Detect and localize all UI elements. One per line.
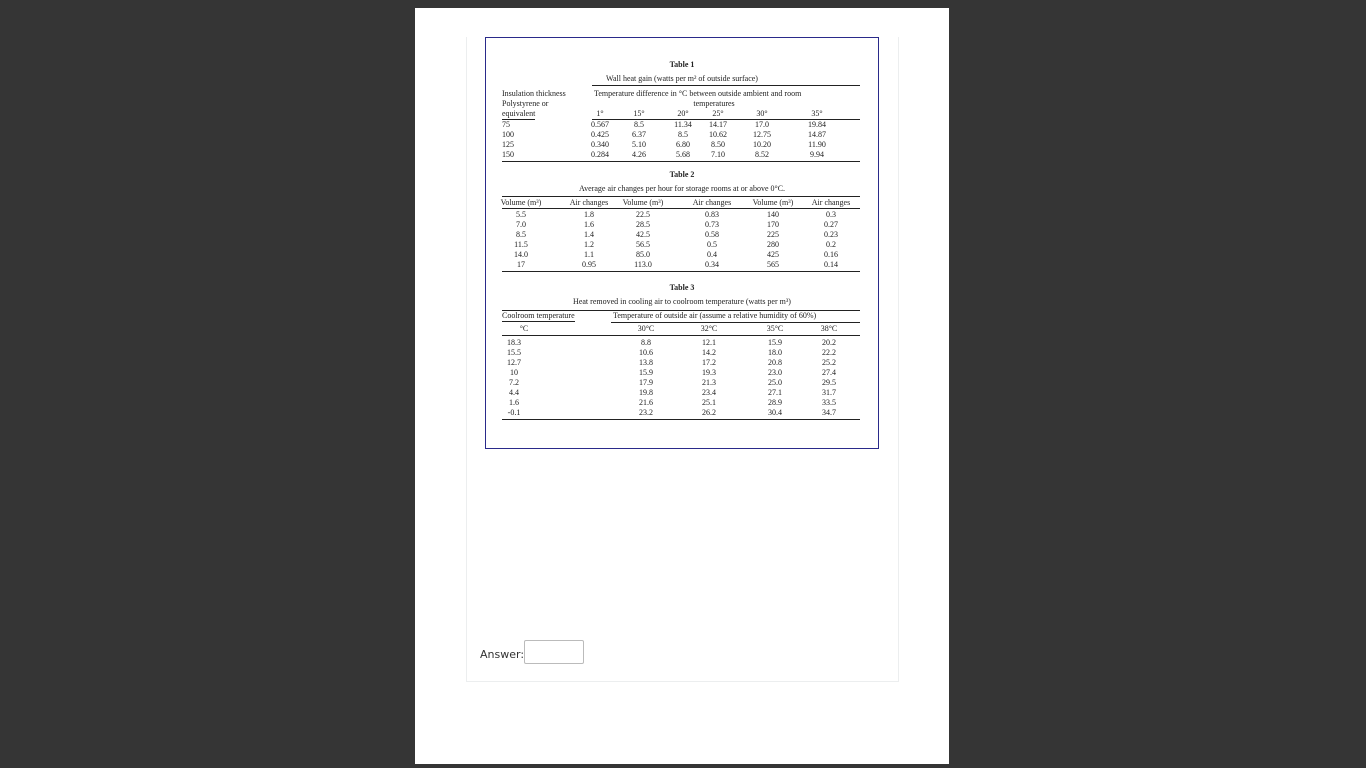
table1-title: Table 1 (669, 60, 695, 69)
table2-cell: 5.5 (516, 210, 526, 219)
table1-cell: 0.340 (591, 140, 609, 149)
table3-col-label: 30°C (637, 324, 655, 333)
table1-cell: 8.5 (678, 130, 688, 139)
table1-cell: 0.284 (591, 150, 609, 159)
table2-cell: 1.8 (584, 210, 594, 219)
table3-cell: 25.2 (822, 358, 836, 367)
table3-colhead: Temperature of outside air (assume a relative humidity of 60%) (613, 311, 817, 320)
table1-col-label: 20° (677, 109, 689, 118)
table3-cell: 20.8 (768, 358, 782, 367)
table3-col-label: 32°C (700, 324, 718, 333)
table2-cell: 140 (767, 210, 779, 219)
table1-cell: 9.94 (810, 150, 824, 159)
table3-cell: 1.6 (509, 398, 519, 407)
table2-title: Table 2 (669, 170, 695, 179)
table3-cell: 15.9 (639, 368, 653, 377)
table3-rowunit: °C (519, 324, 529, 333)
table2-header-cell: Volume (m³) (622, 198, 664, 207)
table2-cell: 225 (767, 230, 779, 239)
table1-rule-bottom (502, 161, 860, 162)
table2-cell: 1.2 (584, 240, 594, 249)
table2-cell: 0.73 (705, 220, 719, 229)
table3-cell: 18.0 (768, 348, 782, 357)
table3-cell: -0.1 (507, 408, 521, 417)
table1-cell: 8.50 (711, 140, 725, 149)
table3-cell: 22.2 (822, 348, 836, 357)
table1-cell: 11.90 (808, 140, 826, 149)
table3-cell: 26.2 (702, 408, 716, 417)
table2-cell: 170 (767, 220, 779, 229)
table1-cell: 8.5 (634, 120, 644, 129)
table1-cell: 19.84 (808, 120, 826, 129)
table1-cell: 4.26 (632, 150, 646, 159)
table3-cell: 13.8 (639, 358, 653, 367)
table1-col-label: 15° (633, 109, 645, 118)
table2-rule-bottom (502, 271, 860, 272)
table3-cell: 34.7 (822, 408, 836, 417)
table3-cell: 8.8 (641, 338, 651, 347)
table1-cell: 8.52 (755, 150, 769, 159)
table2-cell: 1.6 (584, 220, 594, 229)
table3-cell: 19.3 (702, 368, 716, 377)
table2-cell: 0.83 (705, 210, 719, 219)
table1-rule-top (592, 85, 860, 86)
table2-cell: 0.58 (705, 230, 719, 239)
table1-rowhead-3: equivalent (502, 109, 536, 118)
table2-cell: 0.2 (826, 240, 836, 249)
table3-rowhead: Coolroom temperature (502, 311, 575, 320)
table3-title: Table 3 (669, 283, 695, 292)
table2-cell: 0.34 (705, 260, 719, 269)
table1-cell: 6.37 (632, 130, 646, 139)
table1-col-label: 30° (756, 109, 768, 118)
table1-cell: 10.62 (709, 130, 727, 139)
table2-cell: 11.5 (514, 240, 528, 249)
table1-rowhead-1: Insulation thickness (502, 89, 566, 98)
table3-rule-bottom (502, 419, 860, 420)
table1-cell: 125 (502, 140, 514, 149)
table2-header-cell: Volume (m³) (752, 198, 794, 207)
table3-cell: 25.0 (768, 378, 782, 387)
table3-cell: 15.9 (768, 338, 782, 347)
table3-cell: 12.1 (702, 338, 716, 347)
table2-cell: 1.1 (584, 250, 594, 259)
table3-cell: 10 (510, 368, 518, 377)
table2-cell: 0.5 (707, 240, 717, 249)
table3-rule-head (502, 335, 860, 336)
table2-header-cell: Air changes (692, 198, 732, 207)
table2-cell: 14.0 (514, 250, 528, 259)
table3-cell: 17.2 (702, 358, 716, 367)
table2-cell: 8.5 (516, 230, 526, 239)
table2-cell: 17 (517, 260, 525, 269)
table1-col-label: 1° (596, 109, 604, 118)
table3-cell: 21.6 (639, 398, 653, 407)
table1-cell: 5.10 (632, 140, 646, 149)
table3-col-label: 38°C (820, 324, 838, 333)
table1-cell: 14.87 (808, 130, 826, 139)
table2-cell: 0.4 (707, 250, 717, 259)
table3-cell: 4.4 (509, 388, 519, 397)
table2-cell: 28.5 (636, 220, 650, 229)
table3-cell: 14.2 (702, 348, 716, 357)
table2-cell: 0.3 (826, 210, 836, 219)
table2-rule-top (502, 196, 860, 197)
table2-header-cell: Air changes (811, 198, 851, 207)
table1-cell: 10.20 (753, 140, 771, 149)
table1-cell: 0.567 (591, 120, 609, 129)
table3-cell: 21.3 (702, 378, 716, 387)
answer-input[interactable] (524, 640, 584, 664)
table3-rule-colhead (611, 322, 860, 323)
table1-cell: 0.425 (591, 130, 609, 139)
table2-header-cell: Air changes (569, 198, 609, 207)
table2-cell: 56.5 (636, 240, 650, 249)
table1-cell: 150 (502, 150, 514, 159)
table3-cell: 27.4 (822, 368, 836, 377)
table1-cell: 7.10 (711, 150, 725, 159)
table3-cell: 15.5 (507, 348, 521, 357)
table3-caption: Heat removed in cooling air to coolroom temperature (watts per m³) (573, 297, 791, 306)
table1-cell: 11.34 (674, 120, 692, 129)
table1-cell: 75 (502, 120, 510, 129)
table1-col-label: 25° (712, 109, 724, 118)
table3-col-label: 35°C (766, 324, 784, 333)
table2-cell: 7.0 (516, 220, 526, 229)
table3-cell: 17.9 (639, 378, 653, 387)
table3-cell: 23.2 (639, 408, 653, 417)
table1-cell: 12.75 (753, 130, 771, 139)
table1-cell: 14.17 (709, 120, 727, 129)
table1-colhead-1: Temperature difference in °C between outside ambient and room (594, 89, 802, 98)
table2-cell: 22.5 (636, 210, 650, 219)
table3-cell: 30.4 (768, 408, 782, 417)
table3-cell: 28.9 (768, 398, 782, 407)
table2-cell: 0.95 (582, 260, 596, 269)
table2-cell: 425 (767, 250, 779, 259)
table3-cell: 23.4 (702, 388, 716, 397)
table3-cell: 19.8 (639, 388, 653, 397)
table3-cell: 33.5 (822, 398, 836, 407)
table2-cell: 565 (767, 260, 779, 269)
table1-col-label: 35° (811, 109, 823, 118)
table1-cell: 100 (502, 130, 514, 139)
table1-cell: 5.68 (676, 150, 690, 159)
table2-cell: 1.4 (584, 230, 594, 239)
answer-label: Answer: (480, 648, 525, 661)
table2-cell: 85.0 (636, 250, 650, 259)
table3-cell: 25.1 (702, 398, 716, 407)
table2-cell: 0.14 (824, 260, 838, 269)
table1-colhead-2: temperatures (693, 99, 735, 108)
table2-header-cell: Volume (m³) (500, 198, 542, 207)
page-background (415, 8, 949, 764)
table1-rowhead-2: Polystyrene or (502, 99, 549, 108)
table3-cell: 20.2 (822, 338, 836, 347)
table3-cell: 31.7 (822, 388, 836, 397)
table3-cell: 7.2 (509, 378, 519, 387)
table3-cell: 12.7 (507, 358, 521, 367)
table1-cell: 6.80 (676, 140, 690, 149)
table1-cell: 17.0 (755, 120, 769, 129)
table2-cell: 0.16 (824, 250, 838, 259)
table2-cell: 0.23 (824, 230, 838, 239)
table3-cell: 18.3 (507, 338, 521, 347)
table2-rule-head (502, 208, 860, 209)
table2-cell: 113.0 (634, 260, 652, 269)
question-card (466, 37, 899, 682)
tables-image (485, 37, 879, 449)
table3-cell: 27.1 (768, 388, 782, 397)
table3-cell: 23.0 (768, 368, 782, 377)
table1-caption: Wall heat gain (watts per m² of outside surface) (606, 74, 758, 83)
table2-cell: 280 (767, 240, 779, 249)
table2-cell: 0.27 (824, 220, 838, 229)
table3-cell: 29.5 (822, 378, 836, 387)
table2-cell: 42.5 (636, 230, 650, 239)
table2-caption: Average air changes per hour for storage rooms at or above 0°C. (578, 184, 786, 193)
table3-cell: 10.6 (639, 348, 653, 357)
